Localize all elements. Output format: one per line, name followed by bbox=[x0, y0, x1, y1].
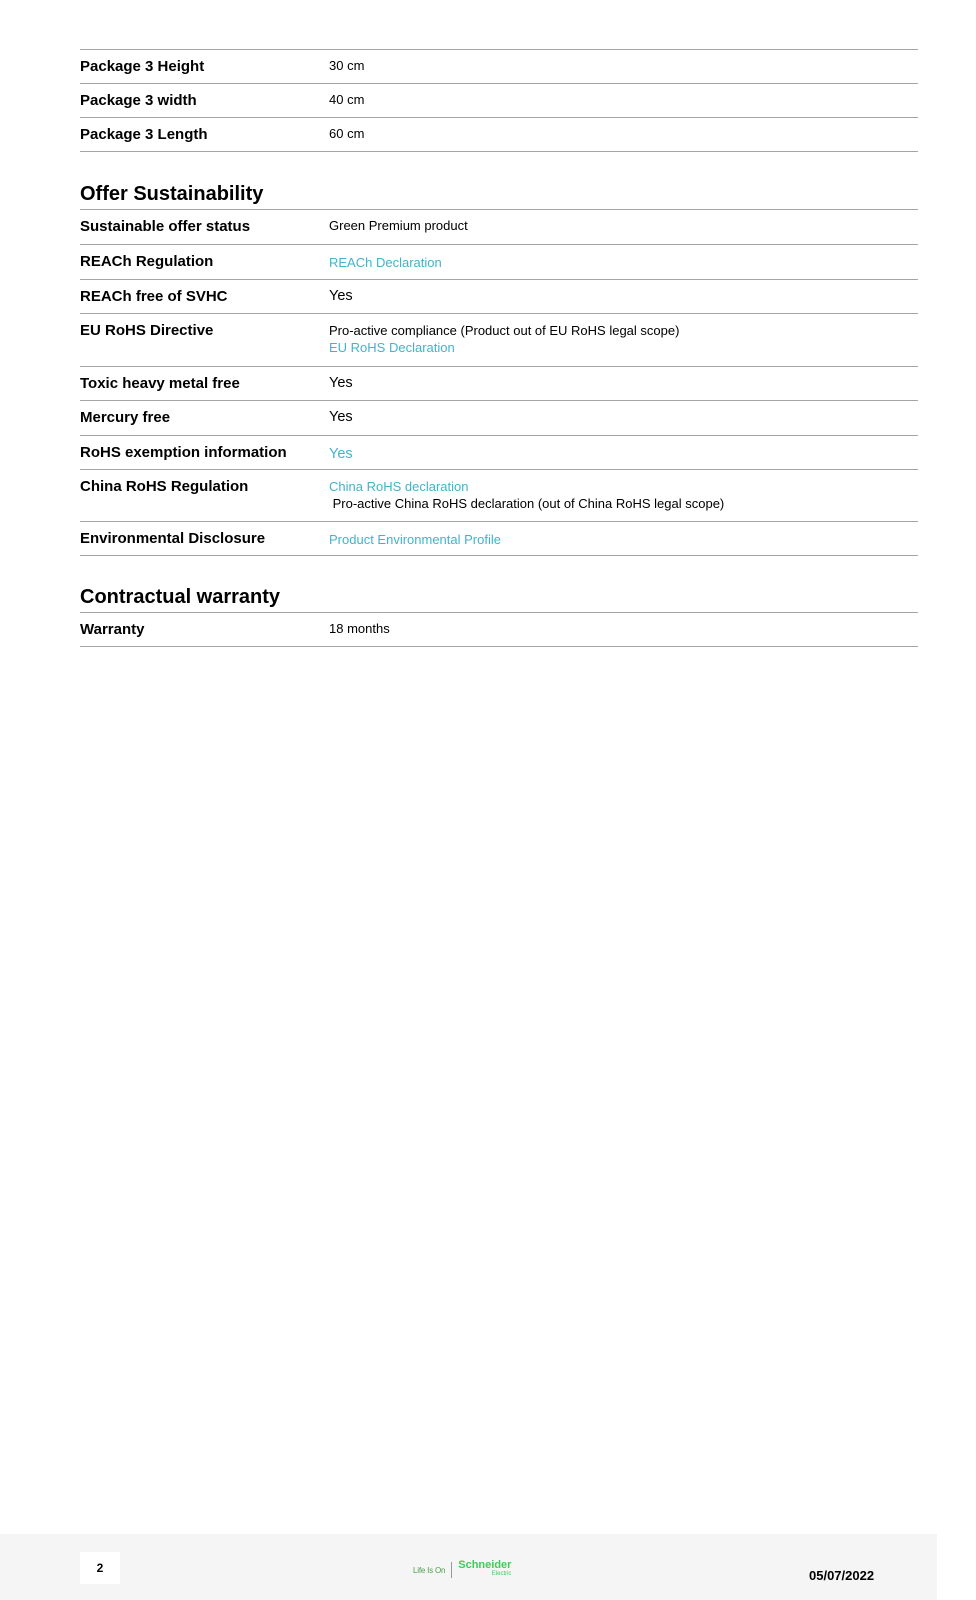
table-row bbox=[80, 244, 918, 279]
row-label: Warranty bbox=[80, 621, 145, 638]
row-label: RoHS exemption information bbox=[80, 444, 287, 461]
environmental-profile-link[interactable]: Product Environmental Profile bbox=[329, 532, 501, 547]
row-label: EU RoHS Directive bbox=[80, 322, 214, 339]
eu-rohs-compliance-text: Pro-active compliance (Product out of EU RoHS legal scope) bbox=[329, 323, 680, 338]
logo-divider bbox=[451, 1562, 452, 1578]
row-label: Environmental Disclosure bbox=[80, 530, 266, 547]
logo-brand-sub: Electric bbox=[491, 1571, 512, 1577]
page-number: 2 bbox=[80, 1552, 120, 1584]
table-row bbox=[80, 612, 918, 647]
row-value: Yes bbox=[329, 288, 353, 304]
table-row bbox=[80, 435, 918, 469]
section-heading-sustainability: Offer Sustainability bbox=[80, 183, 264, 205]
table-row bbox=[80, 209, 918, 244]
warranty-table bbox=[80, 612, 918, 647]
reach-declaration-link[interactable]: REACh Declaration bbox=[329, 255, 442, 270]
rohs-exemption-link[interactable]: Yes bbox=[329, 446, 353, 462]
row-value-group bbox=[329, 479, 724, 511]
row-value: Green Premium product bbox=[329, 218, 468, 233]
table-row bbox=[80, 521, 918, 556]
table-row bbox=[80, 49, 918, 83]
row-label: REACh Regulation bbox=[80, 253, 214, 270]
section-heading-warranty: Contractual warranty bbox=[80, 586, 281, 608]
row-label: China RoHS Regulation bbox=[80, 478, 249, 495]
row-value: Yes bbox=[329, 375, 353, 391]
package-table bbox=[80, 49, 918, 152]
row-label: Sustainable offer status bbox=[80, 218, 251, 235]
row-label: Package 3 Length bbox=[80, 126, 208, 143]
schneider-logo bbox=[413, 1560, 511, 1580]
eu-rohs-declaration-link[interactable]: EU RoHS Declaration bbox=[329, 340, 455, 355]
row-label: Package 3 width bbox=[80, 92, 197, 109]
table-row bbox=[80, 366, 918, 400]
row-value: 40 cm bbox=[329, 92, 365, 107]
table-row bbox=[80, 313, 918, 366]
row-label: REACh free of SVHC bbox=[80, 288, 228, 305]
row-value: 30 cm bbox=[329, 58, 365, 73]
row-label: Toxic heavy metal free bbox=[80, 375, 240, 392]
table-row bbox=[80, 400, 918, 435]
document-date: 05/07/2022 bbox=[809, 1568, 875, 1583]
logo-tagline: Life Is On bbox=[413, 1565, 446, 1575]
row-value: 60 cm bbox=[329, 126, 365, 141]
row-label: Mercury free bbox=[80, 409, 171, 426]
china-rohs-text: Pro-active China RoHS declaration (out of China RoHS legal scope) bbox=[329, 496, 725, 511]
sustainability-table bbox=[80, 209, 918, 556]
table-row bbox=[80, 469, 918, 521]
china-rohs-declaration-link[interactable]: China RoHS declaration bbox=[329, 479, 469, 494]
row-value: 18 months bbox=[329, 621, 390, 636]
row-value-group bbox=[329, 323, 679, 355]
logo-brand bbox=[458, 1561, 511, 1579]
logo-brand-name: Schneider bbox=[458, 1559, 512, 1571]
table-row bbox=[80, 83, 918, 117]
table-row bbox=[80, 279, 918, 313]
table-row bbox=[80, 117, 918, 152]
row-label: Package 3 Height bbox=[80, 58, 205, 75]
row-value: Yes bbox=[329, 409, 353, 425]
